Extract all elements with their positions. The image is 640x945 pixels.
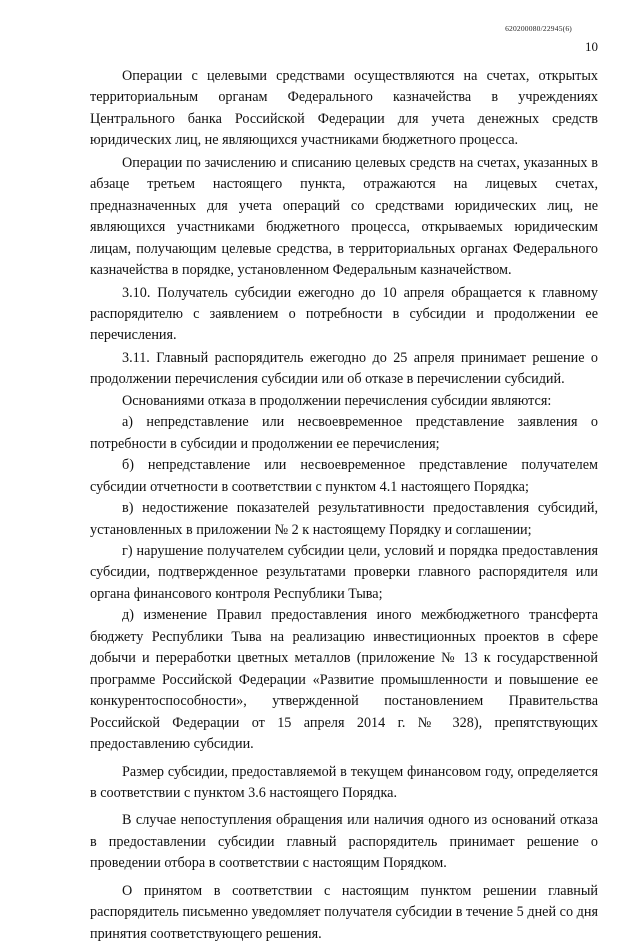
list-item-d: д) изменение Правил предоставления иного межбюджетного трансферта бюджету Республики Тыва на реализацию инвестиционных проектов в сфере добычи и переработки цветных металлов (приложение № 13 к государственной программе Российской Федерации «Развитие промышленности и повышение ее конкурентоспособности», утвержденной постановлением Правительства Российской Федерации от 15 апреля 2014 г. № 328), препятствующих предоставлению субсидии. <box>90 607 598 753</box>
list-item-g: г) нарушение получателем субсидии цели, условий и порядка предоставления субсидии, подтвержденное результатами проверки главного распорядителя или органа финансового контроля Республики Тыва; <box>90 542 598 602</box>
paragraph-notification: О принятом в соответствии с настоящим пунктом решении главный распорядитель письменно уведомляет получателя субсидии в течение 5 дней со дня принятия соответствующего решения. <box>90 882 598 942</box>
list-item-a: а) непредставление или несвоевременное представление заявления о потребности в субсидии и продолжении ее перечисления; <box>90 414 598 452</box>
paragraph-selection-decision: В случае непоступления обращения или наличия одного из оснований отказа в предоставлении субсидии главный распорядитель принимает решение о проведении отбора в соответствии с настоящим Порядком. <box>90 812 598 872</box>
page-number: 10 <box>585 39 598 54</box>
list-item-v: в) недостижение показателей результативности предоставления субсидий, установленных в приложении № 2 к настоящему Порядку и соглашении; <box>90 500 598 538</box>
paragraph-refusal-grounds: Основаниями отказа в продолжении перечисления субсидии являются: <box>122 392 552 409</box>
list-item-b: б) непредставление или несвоевременное представление получателем субсидии отчетности в соответствии с пунктом 4.1 настоящего Порядка; <box>90 457 598 495</box>
paragraph-subsidy-amount: Размер субсидии, предоставляемой в текущем финансовом году, определяется в соответствии с пунктом 3.6 настоящего Порядка. <box>90 763 598 801</box>
paragraph-3-11: 3.11. Главный распорядитель ежегодно до 25 апреля принимает решение о продолжении перечисления субсидии или об отказе в перечислении субсидий. <box>90 349 598 388</box>
document-body <box>90 66 598 945</box>
document-id: 620200080/22945(6) <box>505 24 572 33</box>
paragraph-target-funds-accounts: Операции с целевыми средствами осуществляются на счетах, открытых территориальным органам Федерального казначейства в учреждениях Центрального банка Российской Федерации для учета денежных средств юридических лиц, не являющихся участниками бюджетного процесса. <box>90 68 598 149</box>
paragraph-3-10: 3.10. Получатель субсидии ежегодно до 10 апреля обращается к главному распорядителю с заявлением о потребности в субсидии и продолжении ее перечисления. <box>90 284 598 344</box>
paragraph-operations-recording: Операции по зачислению и списанию целевых средств на счетах, указанных в абзаце третьем настоящего пункта, отражаются на лицевых счетах, предназначенных для учета операций со средствами юридических лиц, не являющихся участниками бюджетного процесса, открываемых юридическим лицам, получающим целевые средства, в территориальных органах Федерального казначейства в порядке, установленном Федеральным казначейством. <box>90 154 598 279</box>
